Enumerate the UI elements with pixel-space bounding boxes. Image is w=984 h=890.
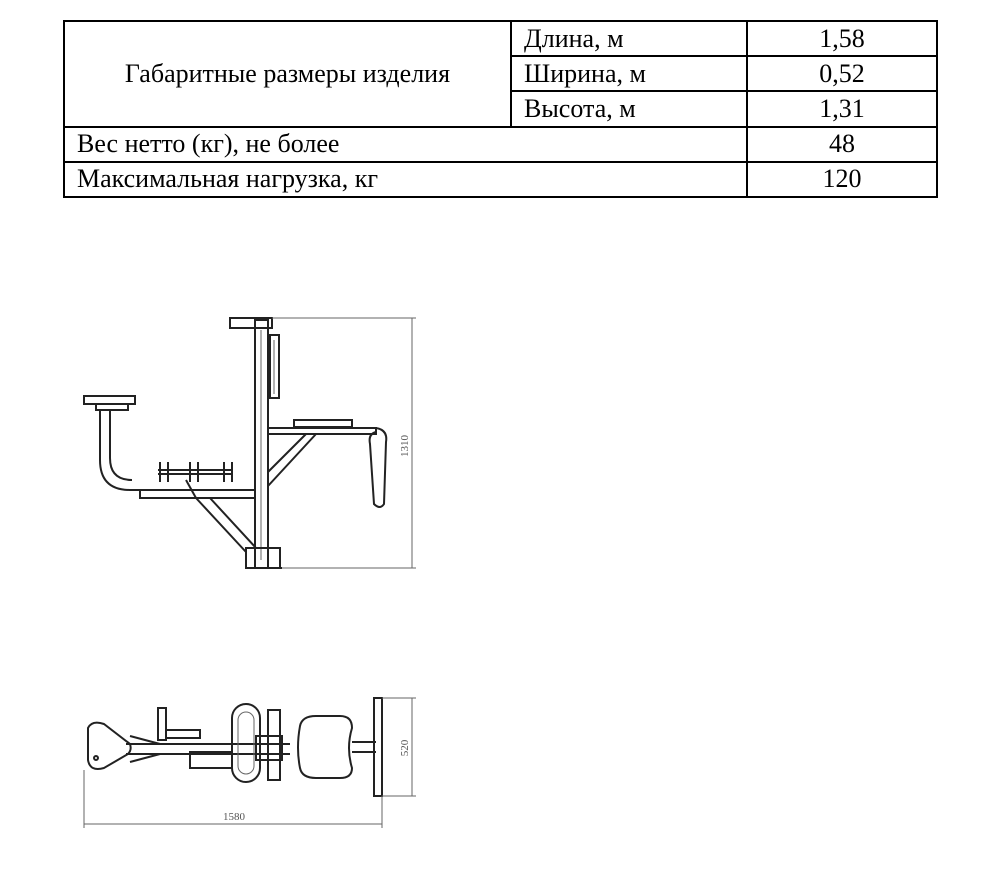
height-value: 1,31 xyxy=(747,91,937,126)
length-label: Длина, м xyxy=(511,21,747,56)
net-weight-value: 48 xyxy=(747,127,937,162)
width-label: Ширина, м xyxy=(511,56,747,91)
dimensions-group-label: Габаритные размеры изделия xyxy=(64,21,511,127)
net-weight-label: Вес нетто (кг), не более xyxy=(64,127,747,162)
height-label: Высота, м xyxy=(511,91,747,126)
max-load-value: 120 xyxy=(747,162,937,197)
max-load-label: Максимальная нагрузка, кг xyxy=(64,162,747,197)
top-view-drawing xyxy=(84,698,416,828)
length-dimension-label: 1580 xyxy=(223,811,245,823)
length-value: 1,58 xyxy=(747,21,937,56)
width-value: 0,52 xyxy=(747,56,937,91)
side-view-drawing xyxy=(84,318,416,568)
height-dimension-label: 1310 xyxy=(399,435,411,457)
width-dimension-label: 520 xyxy=(399,739,411,757)
